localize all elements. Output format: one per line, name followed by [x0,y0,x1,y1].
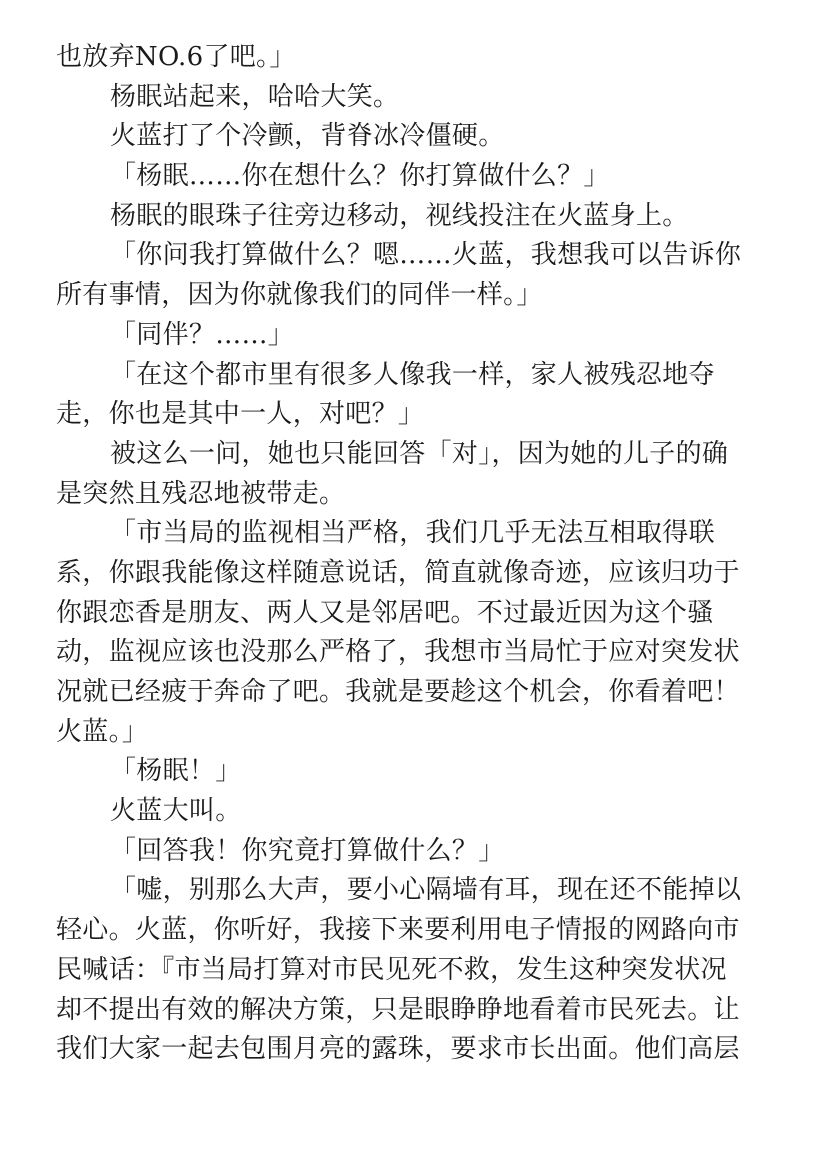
text-line: 火蓝打了个冷颤，背脊冰冷僵硬。 [110,121,505,152]
text-line: 轻心。火蓝，你听好，我接下来要利用电子情报的网路向市 [56,915,740,946]
text-line: 「嘘，别那么大声，要小心隔墙有耳，现在还不能掉以 [110,875,742,906]
text-line: 杨眠站起来，哈哈大笑。 [110,81,400,112]
text-line: 走，你也是其中一人，对吧？」 [56,399,425,430]
text-line: 杨眠的眼珠子往旁边移动，视线投注在火蓝身上。 [110,200,689,231]
text-line: 却不提出有效的解决方策，只是眼睁睁地看着市民死去。让 [56,994,740,1025]
text-line: 「市当局的监视相当严格，我们几乎无法互相取得联 [110,518,715,549]
text-line: 「在这个都市里有很多人像我一样，家人被残忍地夺 [110,359,715,390]
text-line: 所有事情，因为你就像我们的同伴一样。」 [56,280,543,311]
text-line: 况就已经疲于奔命了吧。我就是要趁这个机会，你看着吧！ [56,677,740,707]
text-line: 我们大家一起去包围月亮的露珠，要求市长出面。他们高层 [56,1034,740,1065]
text-line: 「杨眠！」 [110,756,242,787]
text-line: 火蓝。」 [56,716,149,747]
text-line: 「回答我！你究竟打算做什么？」 [110,835,505,866]
text-line: 被这么一问，她也只能回答「对」，因为她的儿子的确 [110,438,729,469]
text-line: 火蓝大叫。 [110,796,242,827]
text-line: 是突然且残忍地被带走。 [56,478,346,509]
novel-page-text [56,38,776,1070]
text-line: 「你问我打算做什么？嗯……火蓝，我想我可以告诉你 [110,240,742,271]
text-line: 动，监视应该也没那么严格了，我想市当局忙于应对突发状 [56,637,740,668]
text-line: 你跟恋香是朋友、两人又是邻居吧。不过最近因为这个骚 [56,597,714,628]
text-line: 「杨眠……你在想什么？你打算做什么？」 [110,161,610,192]
text-line: 民喊话：『市当局打算对市民见死不救，发生这种突发状况 [56,954,727,985]
text-line: 「同伴？……」 [110,319,295,350]
text-line: 也放弃NO.6了吧。」 [56,42,296,72]
text-line: 系，你跟我能像这样随意说话，简直就像奇迹，应该归功于 [56,557,740,588]
